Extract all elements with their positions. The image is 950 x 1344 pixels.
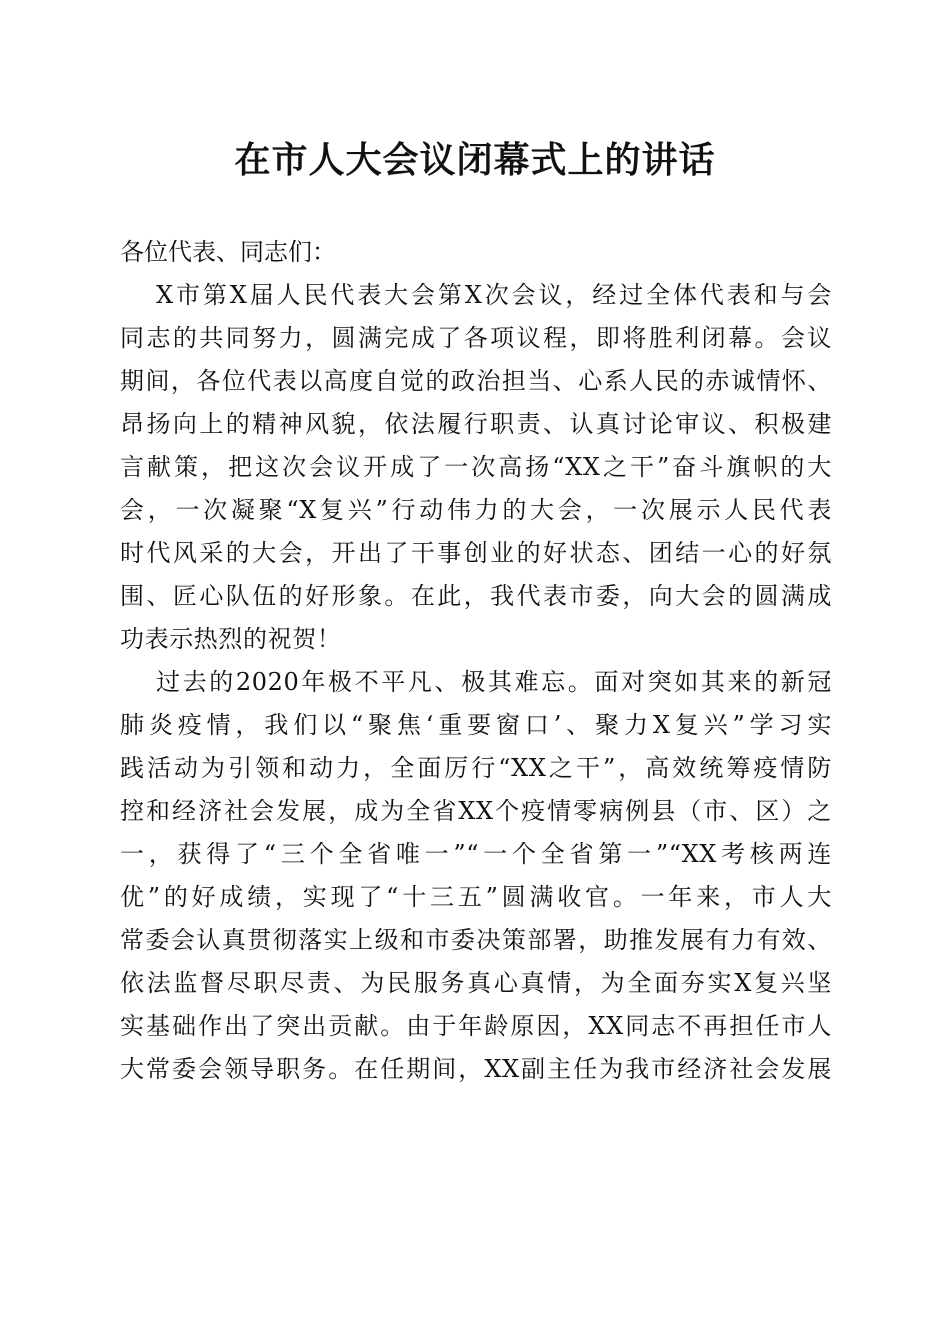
text-line: 践活动为引领和动力，全面厉行“XX之干”，高效统筹疫情防 bbox=[120, 754, 832, 782]
text-line: 一，获得了“三个全省唯一”“一个全省第一”“XX考核两连 bbox=[120, 840, 832, 868]
text-line: 优”的好成绩，实现了“十三五”圆满收官。一年来，市人大 bbox=[120, 883, 832, 911]
text-line: 常委会认真贯彻落实上级和市委决策部署，助推发展有力有效、 bbox=[120, 926, 832, 954]
text-line: 会，一次凝聚“X复兴”行动伟力的大会，一次展示人民代表 bbox=[120, 496, 832, 524]
text-line: 依法监督尽职尽责、为民服务真心真情，为全面夯实X复兴坚 bbox=[120, 969, 832, 997]
text-line: 肺炎疫情，我们以“聚焦‘重要窗口’、聚力X复兴”学习实 bbox=[120, 711, 832, 739]
text-line: 围、匠心队伍的好形象。在此，我代表市委，向大会的圆满成 bbox=[120, 582, 832, 610]
text-line: 言献策，把这次会议开成了一次高扬“XX之干”奋斗旗帜的大 bbox=[120, 453, 832, 481]
text-line: 实基础作出了突出贡献。由于年龄原因，XX同志不再担任市人 bbox=[120, 1012, 832, 1040]
text-line: 功表示热烈的祝贺！ bbox=[120, 625, 342, 653]
paragraph bbox=[120, 274, 832, 661]
text-line: 控和经济社会发展，成为全省XX个疫情零病例县（市、区）之 bbox=[120, 797, 832, 825]
text-line: 时代风采的大会，开出了干事创业的好状态、团结一心的好氛 bbox=[120, 539, 832, 567]
text-line: X市第X届人民代表大会第X次会议，经过全体代表和与会 bbox=[156, 281, 832, 309]
text-line: 期间，各位代表以高度自觉的政治担当、心系人民的赤诚情怀、 bbox=[120, 367, 832, 395]
text-line: 同志的共同努力，圆满完成了各项议程，即将胜利闭幕。会议 bbox=[120, 324, 832, 352]
paragraph bbox=[120, 661, 832, 1091]
text-line: 过去的2020年极不平凡、极其难忘。面对突如其来的新冠 bbox=[156, 668, 832, 696]
salutation: 各位代表、同志们： bbox=[120, 238, 336, 266]
document-body bbox=[120, 231, 832, 1091]
page-title: 在市人大会议闭幕式上的讲话 bbox=[234, 139, 716, 181]
text-line: 大常委会领导职务。在任期间，XX副主任为我市经济社会发展 bbox=[120, 1055, 832, 1083]
text-line: 昂扬向上的精神风貌，依法履行职责、认真讨论审议、积极建 bbox=[120, 410, 832, 438]
